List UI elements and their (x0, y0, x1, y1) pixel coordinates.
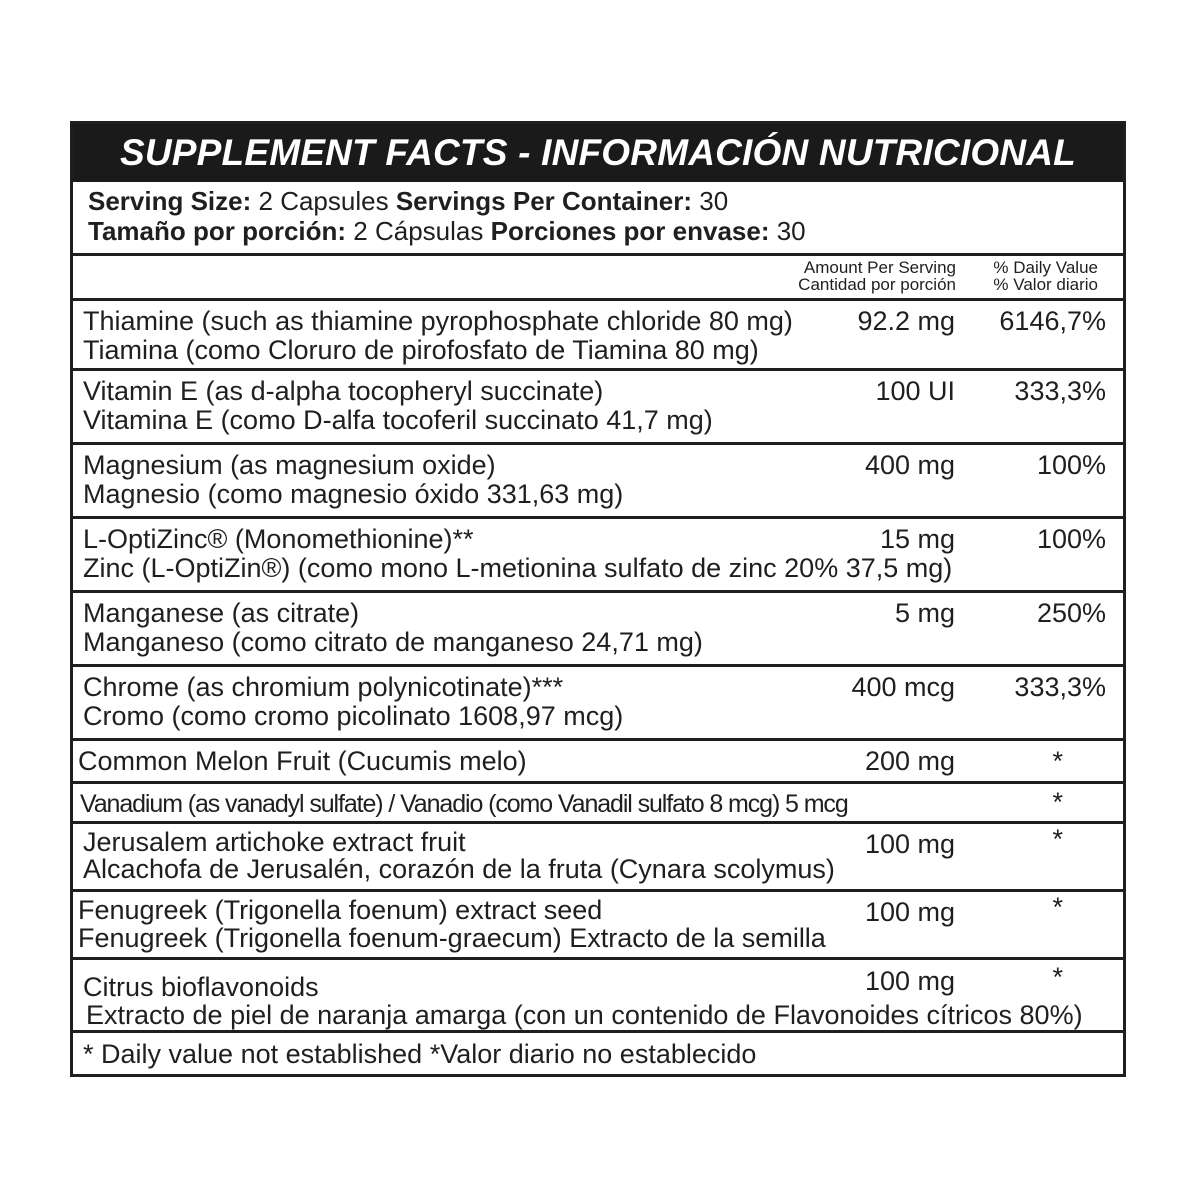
column-headers (73, 256, 1123, 301)
serving-info (73, 182, 1123, 256)
nutrient-name-en: Common Melon Fruit (Cucumis melo) (78, 746, 527, 776)
nutrient-name-es: Magnesio (como magnesio óxido 331,63 mg) (83, 479, 624, 509)
nutrient-row-common-melon (73, 741, 1123, 784)
tamano-porcion-value: 2 Cápsulas (346, 216, 491, 246)
nutrient-row-manganese (73, 593, 1123, 667)
nutrient-row-zinc (73, 519, 1123, 593)
nutrient-name-en: Thiamine (such as thiamine pyrophosphate chloride 80 mg) (83, 306, 793, 336)
nutrient-name-es: Extracto de piel de naranja amarga (con un contenido de Flavonoides cítricos 80%) (86, 1000, 1083, 1030)
dv-header-es: % Valor diario (993, 275, 1098, 294)
servings-per-container-label: Servings Per Container: (395, 186, 693, 216)
nutrient-daily-value: 250% (1036, 598, 1106, 628)
nutrient-daily-value: * (1052, 787, 1063, 817)
nutrient-name-en: L-OptiZinc® (Monomethionine)** (83, 524, 474, 554)
nutrient-row-fenugreek (73, 892, 1123, 960)
nutrient-amount: 100 mg (864, 897, 955, 927)
nutrient-daily-value: 100% (1036, 524, 1106, 554)
porciones-envase-label: Porciones por envase: (490, 216, 770, 246)
nutrient-row-jerusalem-artichoke (73, 824, 1123, 892)
nutrient-row-chrome (73, 667, 1123, 741)
nutrient-name-en: Vanadium (as vanadyl sulfate) / Vanadio (como Vanadil sulfato 8 mcg) 5 mcg (80, 790, 848, 818)
nutrient-row-citrus-bioflavonoids (73, 960, 1123, 1033)
nutrient-name-en: Chrome (as chromium polynicotinate)*** (83, 672, 564, 702)
amount-header-es: Cantidad por porción (798, 275, 956, 294)
nutrient-daily-value: 333,3% (1014, 672, 1106, 702)
dv-header-en: % Daily Value (993, 258, 1098, 277)
serving-line-en (88, 186, 728, 216)
daily-value-column-header (993, 259, 1098, 293)
nutrient-name-en: Citrus bioflavonoids (83, 972, 319, 1002)
porciones-envase-value: 30 (769, 216, 806, 246)
tamano-porcion-label: Tamaño por porción: (88, 216, 347, 246)
nutrient-amount: 5 mg (894, 598, 955, 628)
amount-header-en: Amount Per Serving (803, 258, 956, 277)
servings-per-container-value: 30 (692, 186, 729, 216)
nutrient-daily-value: 333,3% (1014, 376, 1106, 406)
nutrient-amount: 92.2 mg (857, 306, 955, 336)
nutrient-daily-value: * (1052, 824, 1063, 854)
nutrient-row-vanadium (73, 784, 1123, 824)
nutrient-amount: 400 mcg (851, 672, 955, 702)
nutrient-name-es: Manganeso (como citrato de manganeso 24,71 mg) (83, 627, 703, 657)
nutrient-row-magnesium (73, 445, 1123, 519)
nutrient-amount: 100 mg (864, 966, 955, 996)
nutrient-name-en: Magnesium (as magnesium oxide) (83, 450, 496, 480)
nutrient-name-en: Vitamin E (as d-alpha tocopheryl succinate) (83, 376, 604, 406)
serving-line-es (88, 216, 806, 246)
nutrient-name-es: Vitamina E (como D-alfa tocoferil succinato 41,7 mg) (83, 405, 713, 435)
nutrient-amount: 15 mg (879, 524, 955, 554)
footnote: * Daily value not established *Valor diario no establecido (83, 1039, 757, 1069)
nutrient-name-en: Fenugreek (Trigonella foenum) extract seed (78, 895, 603, 925)
nutrient-name-es: Tiamina (como Cloruro de pirofosfato de Tiamina 80 mg) (83, 335, 759, 365)
nutrient-name-es: Fenugreek (Trigonella foenum-graecum) Extracto de la semilla (78, 923, 826, 953)
nutrient-daily-value: * (1052, 962, 1063, 992)
nutrient-daily-value: * (1052, 746, 1063, 776)
nutrient-name-es: Zinc (L-OptiZin®) (como mono L-metionina sulfato de zinc 20% 37,5 mg) (83, 553, 953, 583)
nutrient-daily-value: * (1052, 892, 1063, 922)
serving-size-value: 2 Capsules (251, 186, 396, 216)
nutrient-name-es: Cromo (como cromo picolinato 1608,97 mcg) (83, 701, 624, 731)
panel-title: SUPPLEMENT FACTS - INFORMACIÓN NUTRICIONAL (73, 124, 1123, 182)
serving-size-label: Serving Size: (88, 186, 252, 216)
amount-column-header (798, 259, 956, 293)
nutrient-amount: 200 mg (864, 746, 955, 776)
nutrient-row-vitamin-e (73, 371, 1123, 445)
nutrient-amount: 100 UI (875, 376, 955, 406)
nutrient-daily-value: 100% (1036, 450, 1106, 480)
nutrient-row-thiamine (73, 301, 1123, 371)
nutrient-name-es: Alcachofa de Jerusalén, corazón de la fruta (Cynara scolymus) (83, 854, 835, 884)
nutrient-name-en: Manganese (as citrate) (83, 598, 360, 628)
nutrient-name-en: Jerusalem artichoke extract fruit (83, 827, 466, 857)
nutrient-daily-value: 6146,7% (999, 306, 1106, 336)
nutrient-amount: 400 mg (864, 450, 955, 480)
supplement-facts-panel (70, 121, 1126, 1077)
nutrient-amount: 100 mg (864, 829, 955, 859)
